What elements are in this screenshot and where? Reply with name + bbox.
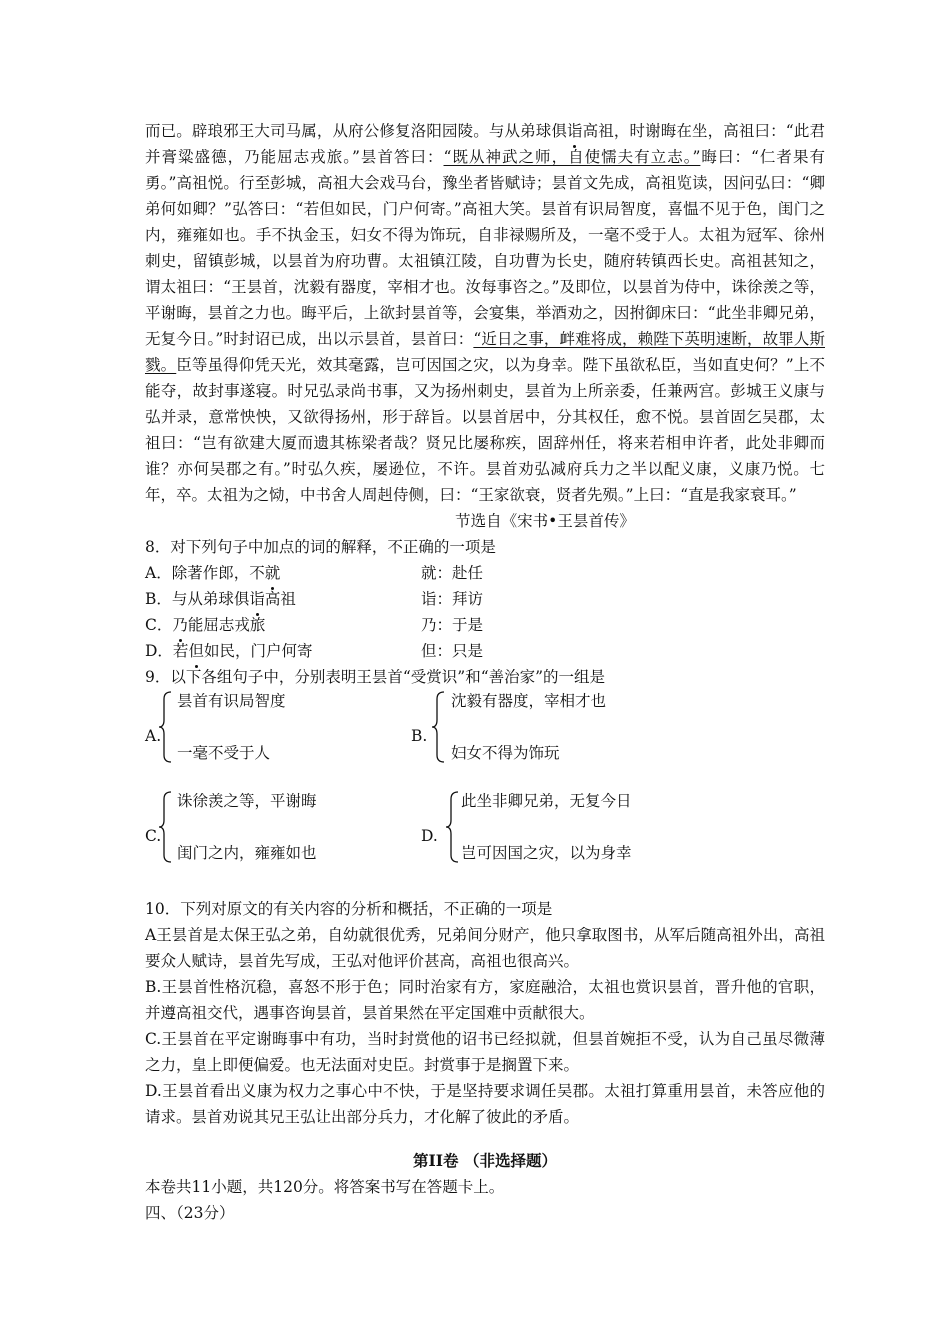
q8-option-d: D．若但如民，门户何寄 但：只是	[145, 638, 825, 664]
q8-gloss-c: 乃：于是	[421, 616, 484, 634]
brace-icon	[445, 790, 459, 864]
passage-source: 节选自《宋书•王昙首传》	[455, 512, 635, 530]
q9-option-c: C. 诛徐羡之等，平谢晦 闺门之内，雍雍如也	[145, 792, 317, 862]
brace-icon	[158, 690, 172, 764]
q10-option-d: D.王昙首看出义康为权力之事心中不快，于是坚持要求调任吴郡。太祖打算重用昙首，未答应他的请求。昙首劝说其兄王弘让出部分兵力，才化解了彼此的矛盾。	[145, 1082, 825, 1126]
q8-gloss-d: 但：只是	[421, 642, 484, 660]
underlined-sentence-1: “既从神武之师，自使懦夫有立志。”	[443, 148, 701, 166]
brace-icon	[431, 690, 445, 764]
q8-option-c: C．乃能屈志戎旅 乃：于是	[145, 612, 825, 638]
q10-option-b: B.王昙首性格沉稳，喜怒不形于色；同时治家有方，家庭融洽，太祖也赏识昙首，晋升他的官职，并遵高祖交代，遇事咨询昙首，昙首果然在平定国难中贡献很大。	[145, 978, 825, 1022]
q8-stem: 8．对下列句子中加点的词的解释，不正确的一项是	[145, 538, 496, 556]
q9-row-2	[145, 790, 825, 886]
question-8	[145, 534, 825, 664]
passage-text: 而已。辟琅邪王大司马属，从府公修复洛阳园陵。与从弟球俱诣高祖，时谢晦在坐，高祖曰：“此君并膏粱盛德，乃能屈志戎旅。”昙首答曰：“既从神武之师，自使懦夫有立志。”晦曰：“仁者果有勇。”高祖悦。行至彭城，高祖大会戏马台，豫坐者皆赋诗；昙首文先成，高祖览读，因问弘曰：“卿弟何如卿？”弘答曰：“若但如民，门户何寄。”高祖大笑。昙首有识局智度，喜愠不见于色，闺门之内，雍雍如也。手不执金玉，妇女不得为饰玩，自非禄赐所及，一毫不受于人。太祖为冠军、徐州刺史，留镇彭城，以昙首为府功曹。太祖镇江陵，自功曹为长史，随府转镇西长史。高祖甚知之，谓太祖曰：“王昙首，沈毅有器度，宰相才也。汝每事咨之。”及即位，以昙首为侍中，诛徐羡之等，平谢晦，昙首之力也。晦平后，上欲封昙首等，会宴集，举酒劝之，因拊御床曰：“此坐非卿兄弟，无复今日。”时封诏已成，出以示昙首，昙首曰：“近日之事，衅难将成，赖陛下英明速断，故罪人斯戮。臣等虽得仰凭天光，效其毫露，岂可因国之灾，以为身幸。陛下虽欲私臣，当如直史何？”上不能夺，故封事遂寝。时兄弘录尚书事，又为扬州刺史，昙首为上所亲委，任兼两宫。彭城王义康与弘并录，意常怏怏，又欲得扬州，形于辞旨。以昙首居中，分其权任，愈不悦。昙首固乞吴郡，太祖曰：“岂有欲建大厦而遗其栋梁者哉？贤兄比屡称疾，固辞州任，将来若相申许者，此处非卿而谁？亦何吴郡之有。”时弘久疾，屡逊位，不许。昙首劝弘减府兵力之半以配义康，义康乃悦。七年，卒。太祖为之恸，中书舍人周赳侍侧，曰：“王家欲衰，贤者先殒。”上曰：“直是我家衰耳。”	[145, 118, 825, 508]
brace-icon	[158, 790, 172, 864]
question-10	[145, 896, 825, 1130]
q10-stem: 10．下列对原文的有关内容的分析和概括，不正确的一项是	[145, 900, 553, 918]
q9-option-b: B. 沈毅有器度，宰相才也 妇女不得为饰玩	[411, 692, 607, 762]
q10-option-c: C.王昙首在平定谢晦事中有功，当时封赏他的诏书已经拟就，但昙首婉拒不受，认为自己虽尽微薄之力，皇上即便偏爱。也无法面对史臣。封赏事于是搁置下来。	[145, 1030, 825, 1074]
q8-gloss-b: 诣：拜访	[421, 590, 484, 608]
q8-option-b: B．与从弟球俱诣高祖 诣：拜访	[145, 586, 825, 612]
section-title: 第II卷 （非选择题）	[413, 1151, 557, 1170]
exam-page	[145, 118, 825, 1226]
q8-option-a: A．除著作郎，不就 就：赴任	[145, 560, 825, 586]
q9-option-a: A. 昙首有识局智度 一毫不受于人	[145, 692, 286, 762]
emphasis-dot-char: 诣	[567, 118, 583, 144]
section-part-heading: 四、（23分）	[145, 1204, 235, 1222]
q9-row-1	[145, 690, 825, 786]
q9-option-d: D. 此坐非卿兄弟，无复今日 岂可因国之灾，以为身幸	[421, 792, 632, 862]
section-note: 本卷共11小题，共120分。将答案书写在答题卡上。	[145, 1178, 505, 1196]
question-9	[145, 664, 825, 886]
underlined-sentence-2: “近日之事，衅难将成，赖陛下英明速断，故罪人斯戮。	[145, 330, 825, 374]
q8-gloss-a: 就：赴任	[421, 564, 484, 582]
q10-option-a: A王昙首是太保王弘之弟，自幼就很优秀，兄弟间分财产，他只拿取图书，从军后随高祖外出，高祖要众人赋诗，昙首先写成，王弘对他评价甚高，高祖也很高兴。	[145, 926, 825, 970]
q9-stem: 9．以下各组句子中，分别表明王昙首“受赏识”和“善治家”的一组是	[145, 668, 606, 686]
